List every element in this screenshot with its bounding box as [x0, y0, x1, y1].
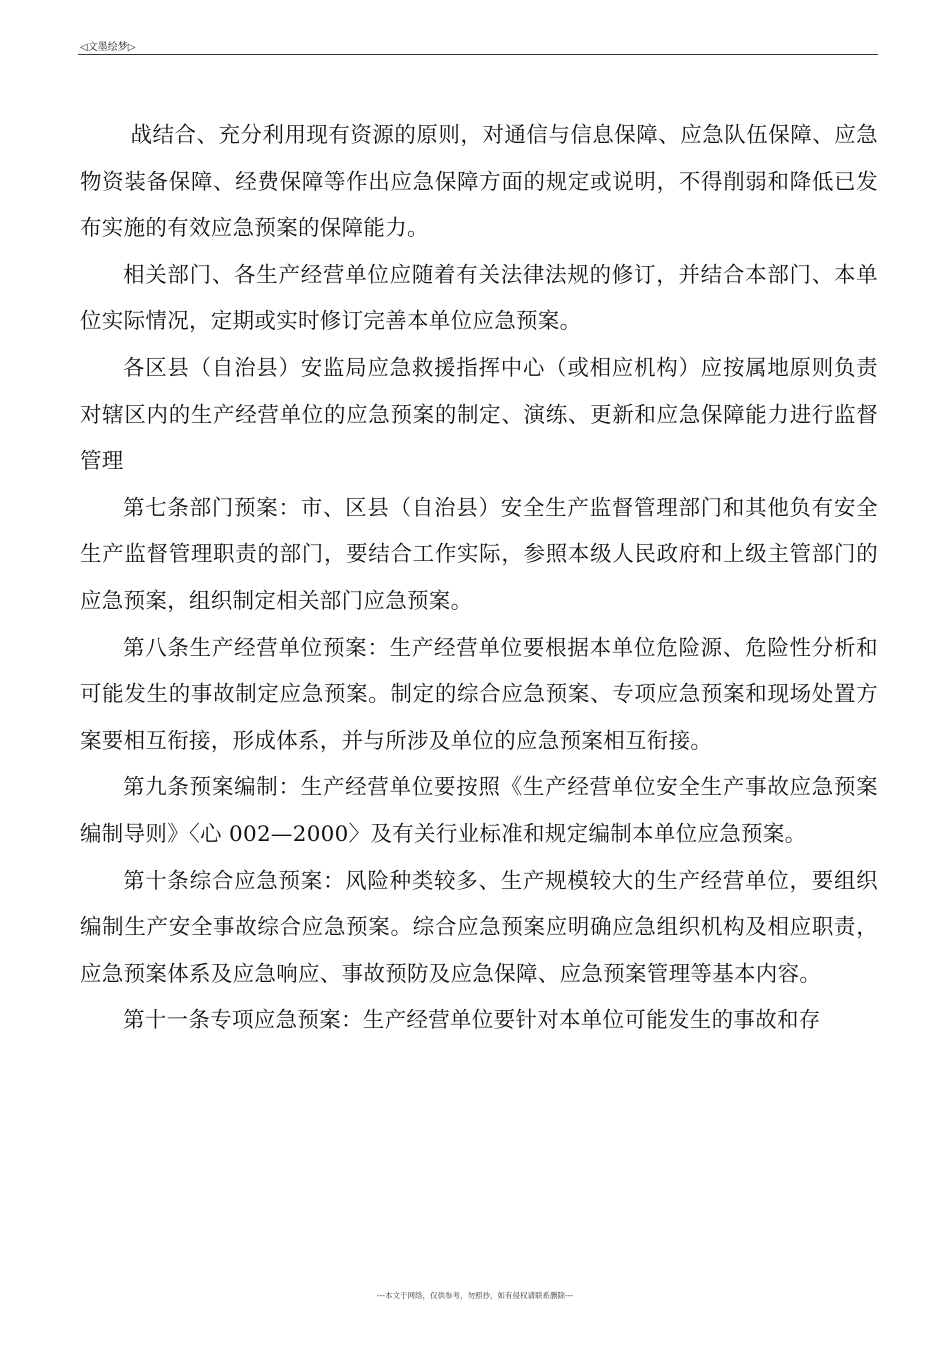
document-body: [80, 113, 878, 1045]
page-footer: ---本文于网络，仅供参考，勿照抄，如有侵权请联系删除---: [376, 1291, 574, 1300]
paragraph-article-10: 第十条综合应急预案：风险种类较多、生产规模较大的生产经营单位，要组织编制生产安全事故综合应急预案。综合应急预案应明确应急组织机构及相应职责，应急预案体系及应急响应、事故预防及应急保障、应急预案管理等基本内容。: [80, 868, 878, 987]
paragraph-article-8: 第八条生产经营单位预案：生产经营单位要根据本单位危险源、危险性分析和可能发生的事故制定应急预案。制定的综合应急预案、专项应急预案和现场处置方案要相互衔接，形成体系，并与所涉及单位的应急预案相互衔接。: [80, 635, 878, 754]
paragraph-article-9: 第九条预案编制：生产经营单位要按照《生产经营单位安全生产事故应急预案编制导则》〈心 002—2000〉及有关行业标准和规定编制本单位应急预案。: [80, 775, 878, 847]
header-divider: [78, 54, 878, 55]
paragraph-article-11: 第十一条专项应急预案：生产经营单位要针对本单位可能发生的事故和存: [123, 1008, 821, 1034]
page-header: ◁文墨绘梦▷: [80, 42, 136, 53]
paragraph-continuation: 战结合、充分利用现有资源的原则，对通信与信息保障、应急队伍保障、应急物资装备保障、经费保障等作出应急保障方面的规定或说明，不得削弱和降低已发布实施的有效应急预案的保障能力。: [80, 123, 878, 242]
paragraph-article-7: 第七条部门预案：市、区县（自治县）安全生产监督管理部门和其他负有安全生产监督管理职责的部门，要结合工作实际，参照本级人民政府和上级主管部门的应急预案，组织制定相关部门应急预案。: [80, 495, 878, 614]
paragraph-district-supervision: 各区县（自治县）安监局应急救援指挥中心（或相应机构）应按属地原则负责对辖区内的生产经营单位的应急预案的制定、演练、更新和应急保障能力进行监督管理: [80, 355, 878, 475]
paragraph-revision: 相关部门、各生产经营单位应随着有关法律法规的修订，并结合本部门、本单位实际情况，定期或实时修订完善本单位应急预案。: [80, 262, 878, 335]
